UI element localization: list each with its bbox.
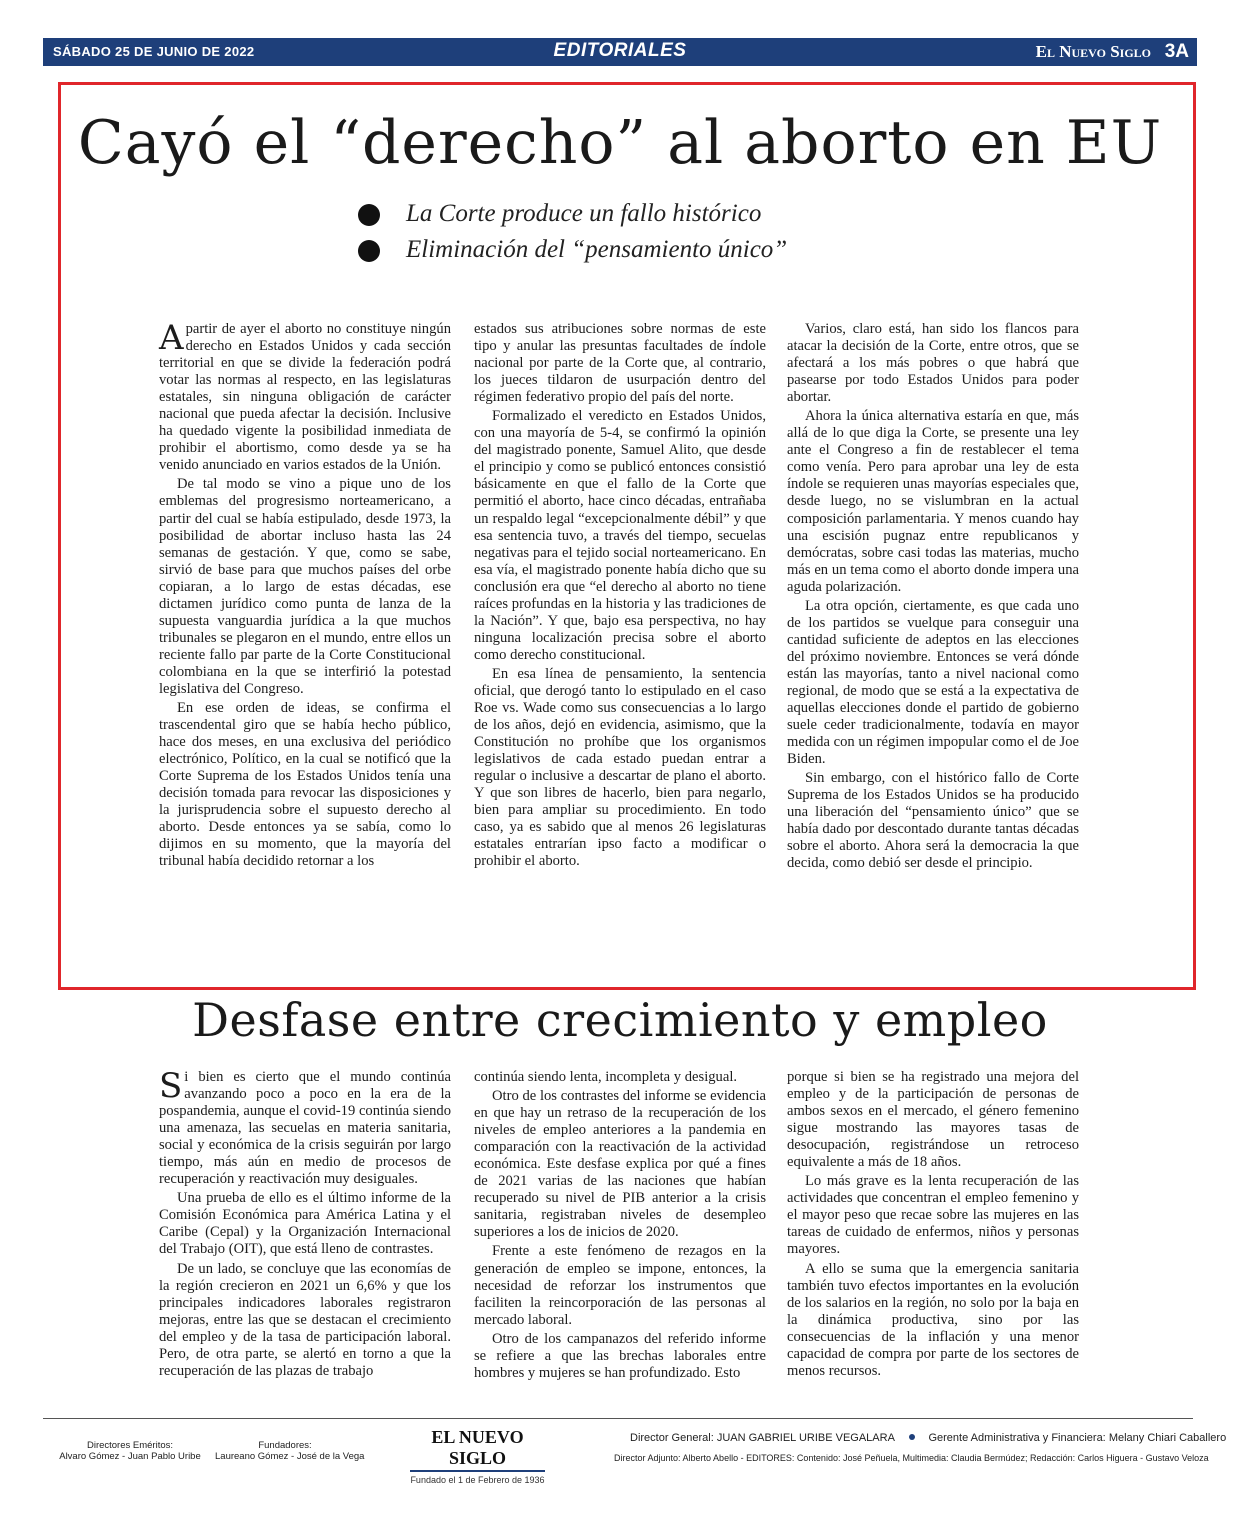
paragraph: estados sus atribuciones sobre normas de este tipo y anular las presuntas facultades de índole nacional por parte de la Corte que, al contrario, los jueces tildaron de usurpación dentro del régimen federativo propio del país del norte. <box>474 321 766 406</box>
directores-emeritos <box>55 1440 205 1462</box>
fundadores-names: Laureano Gómez - José de la Vega <box>215 1451 365 1462</box>
editorial-1-column-2 <box>474 321 766 971</box>
editorial-1-column-1 <box>159 318 451 971</box>
paragraph: Sin embargo, con el histórico fallo de Corte Suprema de los Estados Unidos se ha producido una liberación del “pensamiento único” que se había dado por descontado durante tantas décadas sobre el aborto. Ahora será la democracia la que decida, como debió ser desde el principio. <box>787 770 1079 872</box>
kicker-text: La Corte produce un fallo histórico <box>406 200 762 227</box>
drop-cap: S <box>159 1066 183 1106</box>
paragraph: De tal modo se vino a pique uno de los emblemas del progresismo norteamericano, a partir del cual se había estipulado, desde 1973, la posibilidad de abortar incluso hasta las 24 semanas de gestación. Y que, como se sabe, sirvió de base para que muchos países del orbe copiaran, a lo largo de estas décadas, ese dictamen jurídico como punta de lanza de la supuesta vanguardia jurídica a la que muchos tribunales se plegaron en el mundo, entre ellos un reciente fallo par parte de la Corte Constitucional colombiana en la que se interfirió la potestad legislativa del Congreso. <box>159 476 451 697</box>
founded-date: Fundado el 1 de Febrero de 1936 <box>410 1475 545 1485</box>
director-line <box>630 1432 1226 1444</box>
fundadores-label: Fundadores: <box>258 1440 312 1451</box>
masthead-name: EL NUEVO SIGLO <box>410 1427 545 1472</box>
bullet-icon <box>358 204 380 226</box>
editorial-2-column-3 <box>787 1069 1079 1385</box>
paragraph: Formalizado el veredicto en Estados Unidos, con una mayoría de 5-4, se confirmó la opinión del magistrado ponente, Samuel Alito, que desde el principio y como se publicó entonces consistió básicamente en que el fallo de la Corte que permitió el aborto, hace cinco décadas, entrañaba un respaldo legal “excepcionalmente débil” y que esa sentencia tuvo, a través del tiempo, secuelas negativas para el tejido social norteamericano. En esa vía, el magistrado ponente había dicho que su conclusión era que “el derecho al aborto no tiene raíces profundas en la historia y las tradiciones de la Nación”. Y que, bajo esa perspectiva, no hay ninguna localización precisa sobre el aborto como derecho constitucional. <box>474 408 766 663</box>
editorial-1-headline: Cayó el “derecho” al aborto en EU <box>77 108 1163 178</box>
paragraph: De un lado, se concluye que las economías de la región crecieron en 2021 un 6,6% y que los principales indicadores laborales registraron mejoras, entre las que se destacan el crecimiento del empleo y de la tasa de participación laboral. Pero, de otra parte, se alertó en torno a que la recuperación de las plazas de trabajo <box>159 1260 451 1379</box>
kicker-text: Eliminación del “pensamiento único” <box>406 236 788 263</box>
gerente-label: Gerente Administrativa y Financiera: <box>928 1432 1106 1444</box>
paragraph: Otro de los campanazos del referido informe se refiere a que las brechas laborales entre hombres y mujeres se han profundizado. Esto <box>474 1330 766 1381</box>
paragraph: Otro de los contrastes del informe se evidencia en que hay un retraso de la recuperación de los niveles de empleo anteriores a la pandemia en comparación con la reactivación de la actividad económica. Este desfase explica por qué a fines de 2021 varias de las naciones que habían recuperado su nivel de PIB anterior a la crisis sanitaria, registraban niveles de desempleo superiores a los de inicios de 2020. <box>474 1088 766 1241</box>
paragraph: Ahora la única alternativa estaría en que, más allá de lo que diga la Corte, se presente una ley ante el Congreso a fin de restablecer el tema como venía. Pero para aprobar una ley de esta índole se requieren unas mayorías especiales que, desde luego, no se vislumbran en la actual composición parlamentaria. Y menos cuando hay una escisión pugnaz entre republicanos y demócratas, sobre casi todas las materias, mucho más en un tema como el aborto donde impera una aguda polarización. <box>787 408 1079 595</box>
paragraph: En esa línea de pensamiento, la sentencia oficial, que derogó tanto lo estipulado en el caso Roe vs. Wade como sus consecuencias a lo largo de los años, dejó en evidencia, asimismo, que la Constitución no prohíbe que los organismos legislativos de cada estado puedan entrar a regular o inclusive a descartar de plano el aborto. Y que son libres de hacerlo, bien para negarlo, bien para ampliar su procedimiento. En todo caso, ya es sabido que al menos 26 legislaturas estatales entrarían ipso facto a modificar o prohibir el aborto. <box>474 665 766 870</box>
kicker-2 <box>358 236 958 268</box>
paragraph: Si bien es cierto que el mundo continúa avanzando poco a poco en la era de la pospandemia, aunque el covid-19 continúa siendo una amenaza, las secuelas en materia sanitaria, social y económica de la crisis seguirán por largo tiempo, más aún en medio de procesos de recuperación y reactivación muy desiguales. <box>159 1066 451 1188</box>
footer-divider <box>43 1418 1193 1419</box>
editorial-2-column-2 <box>474 1069 766 1385</box>
footer-masthead-logo <box>410 1427 545 1485</box>
paragraph: En ese orden de ideas, se confirma el trascendental giro que se había hecho público, hace dos meses, en una exclusiva del periódico electrónico, Político, en la cual se notificó que la Corte Suprema de los Estados Unidos tenía una decisión tomada para revocar las disposiciones y la jurisprudencia sobre el supuesto derecho al aborto. Desde entonces ya se sabía, como lo dijimos en su momento, que la mayoría del tribunal había decidido retornar a los <box>159 700 451 870</box>
bullet-icon <box>358 240 380 262</box>
paragraph: A ello se suma que la emergencia sanitaria también tuvo efectos importantes en la evolución de los salarios en la región, no solo por la baja en la dinámica productiva, sino por las consecuencias de la inflación y una menor capacidad de compra por parte de los sectores de menos recursos. <box>787 1260 1079 1379</box>
editorial-1-column-3 <box>787 321 1079 971</box>
paragraph: continúa siendo lenta, incompleta y desigual. <box>474 1069 738 1085</box>
editorial-2-column-1 <box>159 1066 451 1385</box>
paragraph: Frente a este fenómeno de rezagos en la generación de empleo se impone, entonces, la necesidad de reforzar los instrumentos que faciliten la reincorporación de las personas al mercado laboral. <box>474 1243 766 1328</box>
paragraph: porque si bien se ha registrado una mejora del empleo y de la participación de personas de ambos sexos en el mercado, el género femenino sigue mostrando las mayores tasas de desocupación, registrándose un retroceso equivalente a más de 18 años. <box>787 1069 1079 1171</box>
issue-date: SÁBADO 25 DE JUNIO DE 2022 <box>53 44 255 59</box>
emeritos-label: Directores Eméritos: <box>86 1440 174 1451</box>
separator-dot-icon <box>909 1434 915 1440</box>
drop-cap: A <box>159 318 184 358</box>
paragraph: Apartir de ayer el aborto no constituye ningún derecho en Estados Unidos y cada sección territorial en que se divide la federación podrá votar las normas al respecto, en las legislaturas estatales, sin ninguna obligación de carácter nacional que pueda afectar la decisión. Inclusive ha quedado vigente la posibilidad inmediata de prohibir el abortismo, como desde ya se ha venido anunciado en varios estados de la Unión. <box>159 318 451 474</box>
fundadores <box>215 1440 365 1462</box>
paragraph: Varios, claro está, han sido los flancos para atacar la decisión de la Corte, entre otros, que se afectará a los más pobres o que habrá que pasearse por todo Estados Unidos para poder abortar. <box>787 321 1079 406</box>
staff-credits: Director Adjunto: Alberto Abello - EDITORES: Contenido: José Peñuela, Multimedia: Claudia Bermúdez; Redacción: Carlos Higuera - Gustavo Veloza <box>614 1453 1209 1463</box>
newspaper-brand: El Nuevo Siglo <box>1035 42 1151 61</box>
section-title: EDITORIALES <box>553 40 687 61</box>
paragraph: Una prueba de ello es el último informe de la Comisión Económica para América Latina y el Caribe (Cepal) y la Organización Internacional del Trabajo (OIT), que está lleno de contrastes. <box>159 1190 451 1258</box>
director-label: Director General: <box>630 1432 714 1444</box>
emeritos-names: Alvaro Gómez - Juan Pablo Uribe <box>59 1451 201 1462</box>
section-header-bar <box>43 38 1197 66</box>
editorial-2-headline: Desfase entre crecimiento y empleo <box>192 993 1048 1047</box>
gerente-name: Melany Chiari Caballero <box>1108 1432 1227 1444</box>
director-name: JUAN GABRIEL URIBE VEGALARA <box>716 1432 895 1444</box>
kicker-1 <box>358 200 958 232</box>
paragraph: Lo más grave es la lenta recuperación de las actividades que concentran el empleo femenino y el mayor peso que recae sobre las mujeres en las tareas de cuidado de enfermos, niños y personas mayores. <box>787 1173 1079 1258</box>
page-number: 3A <box>1164 41 1189 62</box>
paragraph: La otra opción, ciertamente, es que cada uno de los partidos se vuelque para conseguir una cantidad suficiente de adeptos en las elecciones del próximo noviembre. Entonces se verá dónde están las mayorías, tanto a nivel nacional como regional, de modo que se está a la expectativa de aquellas elecciones donde el partido de gobierno suele ceder tradicionalmente, todavía en mayor medida con un régimen impopular como el de Joe Biden. <box>787 597 1079 768</box>
